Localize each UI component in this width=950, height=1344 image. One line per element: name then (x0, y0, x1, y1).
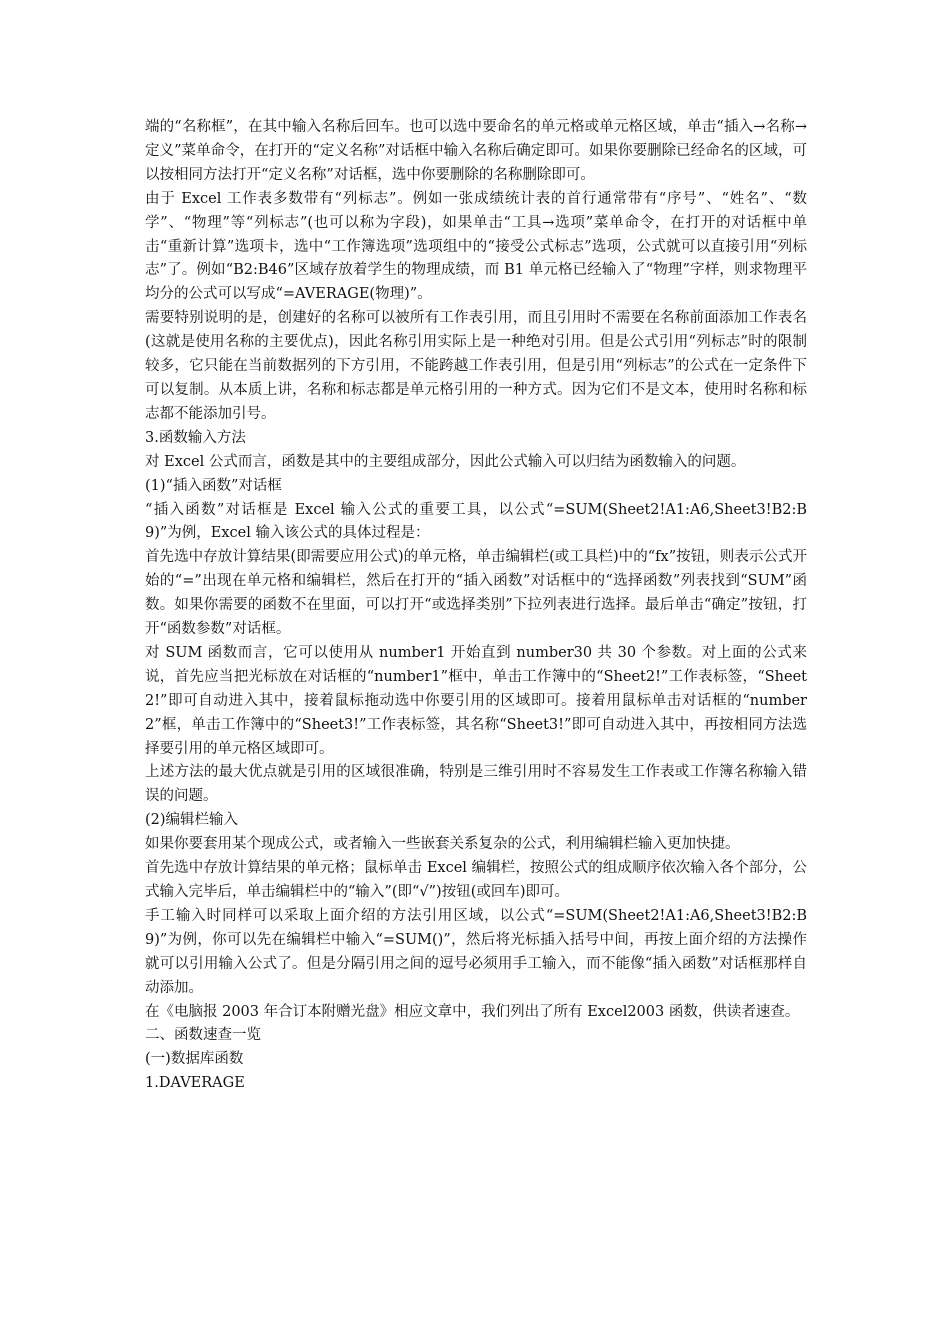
heading-function-index: 二、函数速查一览 (145, 1027, 261, 1044)
heading-function-input: 3.函数输入方法 (145, 429, 246, 446)
paragraph-column-labels: 由于 Excel 工作表多数带有“列标志”。例如一张成绩统计表的首行通常带有“序号”、“姓名”、“数学”、“物理”等“列标志”(也可以称为字段)，如果单击“工具→选项”菜单命令，在打开的对话框中单击“重新计算”选项卡，选中“工作簿选项”选项组中的“接受公式标志”选项，公式就可以直接引用“列标志”了。例如“B2:B46”区域存放着学生的物理成绩，而 B1 单元格已经输入了“物理”字样，则求物理平均分的公式可以写成“=AVERAGE(物理)”。 (145, 190, 807, 303)
paragraph-function-intro: 对 Excel 公式而言，函数是其中的主要组成部分，因此公式输入可以归结为函数输入的问题。 (145, 453, 746, 470)
paragraph-formula-bar-steps: 首先选中存放计算结果的单元格；鼠标单击 Excel 编辑栏，按照公式的组成顺序依次输入各个部分，公式输入完毕后，单击编辑栏中的“输入”(即“√”)按钮(或回车)即可。 (145, 860, 807, 900)
paragraph-names-note: 需要特别说明的是，创建好的名称可以被所有工作表引用，而且引用时不需要在名称前面添加工作表名(这就是使用名称的主要优点)，因此名称引用实际上是一种绝对引用。但是公式引用“列标志”时的限制较多，它只能在当前数据列的下方引用，不能跨越工作表引用，但是引用“列标志”的公式在一定条件下可以复制。从本质上讲，名称和标志都是单元格引用的一种方式。因为它们不是文本，使用时名称和标志都不能添加引号。 (145, 310, 807, 422)
paragraph-cd-reference: 在《电脑报 2003 年合订本附赠光盘》相应文章中，我们列出了所有 Excel2003 函数，供读者速查。 (145, 1003, 800, 1020)
paragraph-advantages: 上述方法的最大优点就是引用的区域很准确，特别是三维引用时不容易发生工作表或工作簿名称输入错误的问题。 (145, 764, 807, 805)
paragraph-insert-function-example: “插入函数”对话框是 Excel 输入公式的重要工具，以公式“=SUM(Sheet2!A1:A6,Sheet3!B2:B9)”为例，Excel 输入该公式的具体过程是： (145, 501, 807, 542)
paragraph-formula-bar-intro: 如果你要套用某个现成公式，或者输入一些嵌套关系复杂的公式，利用编辑栏输入更加快捷。 (145, 836, 740, 853)
document-page (145, 116, 807, 1096)
heading-insert-function-dialog: (1)“插入函数”对话框 (145, 477, 282, 494)
heading-database-functions: (一)数据库函数 (145, 1051, 244, 1068)
heading-formula-bar-input: (2)编辑栏输入 (145, 812, 239, 829)
paragraph-manual-input: 手工输入时同样可以采取上面介绍的方法引用区域，以公式“=SUM(Sheet2!A1:A6,Sheet3!B2:B9)”为例，你可以先在编辑栏中输入“=SUM()”，然后将光标插入括号中间，再按上面介绍的方法操作就可以引用输入公式了。但是分隔引用之间的逗号必须用手工输入，而不能像“插入函数”对话框那样自动添加。 (145, 907, 807, 996)
heading-daverage: 1.DAVERAGE (145, 1075, 245, 1092)
paragraph-name-box: 端的“名称框”，在其中输入名称后回车。也可以选中要命名的单元格或单元格区域，单击“插入→名称→定义”菜单命令，在打开的“定义名称”对话框中输入名称后确定即可。如果你要删除已经命名的区域，可以按相同方法打开“定义名称”对话框，选中你要删除的名称删除即可。 (145, 119, 807, 183)
paragraph-fx-steps: 首先选中存放计算结果(即需要应用公式)的单元格，单击编辑栏(或工具栏)中的“fx”按钮，则表示公式开始的“=”出现在单元格和编辑栏，然后在打开的“插入函数”对话框中的“选择函数”列表找到“SUM”函数。如果你需要的函数不在里面，可以打开“或选择类别”下拉列表进行选择。最后单击“确定”按钮，打开“函数参数”对话框。 (145, 549, 807, 638)
paragraph-sum-args: 对 SUM 函数而言，它可以使用从 number1 开始直到 number30 共 30 个参数。对上面的公式来说，首先应当把光标放在对话框的“number1”框中，单击工作簿中的“Sheet2!”工作表标签，“Sheet2!”即可自动进入其中，接着鼠标拖动选中你要引用的区域即可。接着用鼠标单击对话框的“number2”框，单击工作簿中的“Sheet3!”工作表标签，其名称“Sheet3!”即可自动进入其中，再按相同方法选择要引用的单元格区域即可。 (145, 644, 807, 757)
